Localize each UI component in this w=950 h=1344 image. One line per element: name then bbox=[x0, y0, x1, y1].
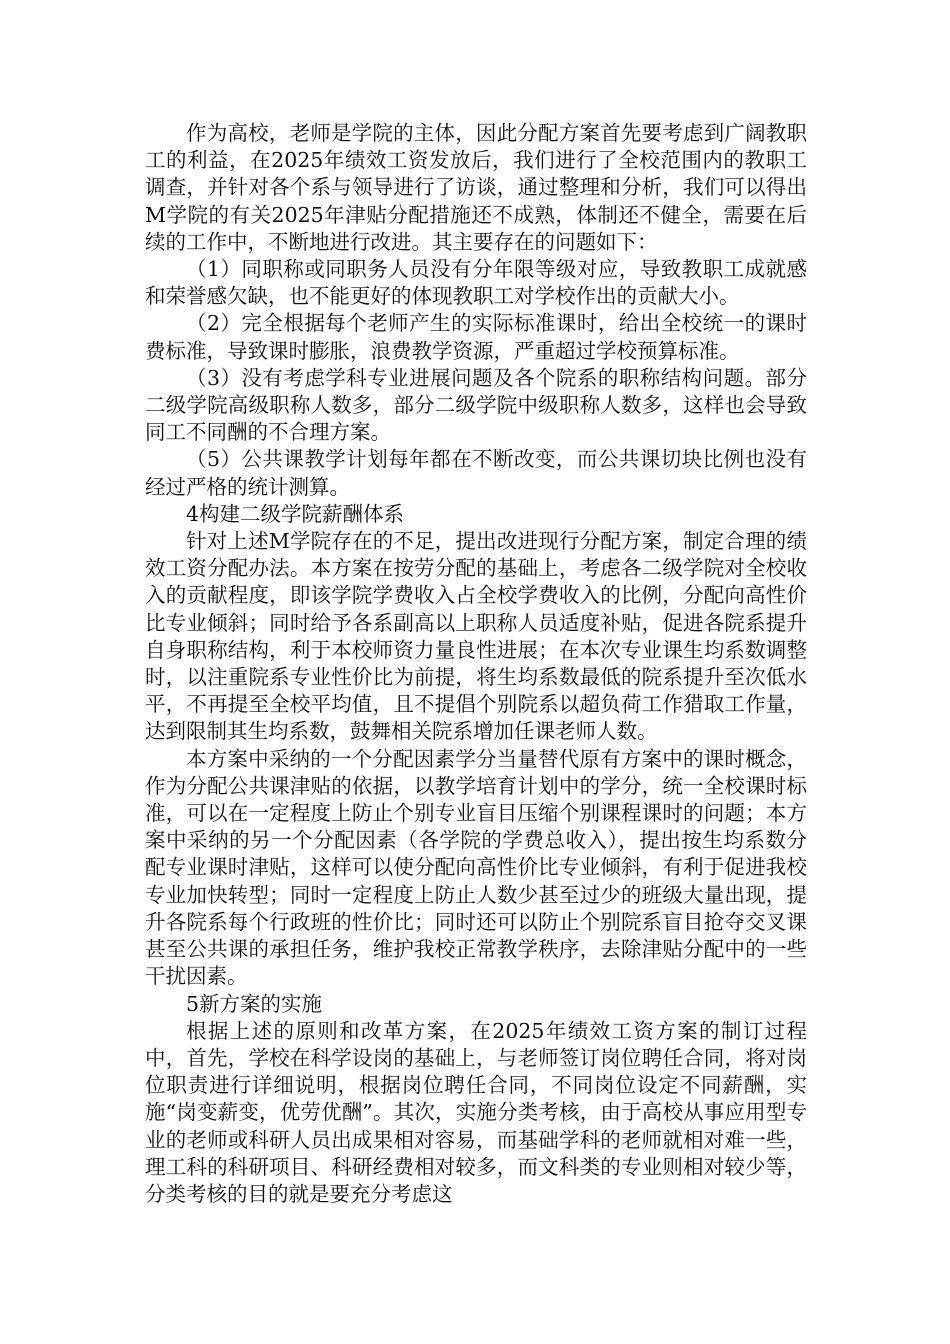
paragraph-section-4-a: 针对上述M学院存在的不足，提出改进现行分配方案，制定合理的绩效工资分配办法。本方案在按劳分配的基础上，考虑各二级学院对全校收入的贡献程度，即该学院学费收入占全校学费收入的比例，分配向高性价比专业倾斜；同时给予各系副高以上职称人员适度补贴，促进各院系提升自身职称结构，利于本校师资力量良性进展；在本次专业课生均系数调整时，以注重院系专业性价比为前提，将生均系数最低的院系提升至次低水平，不再提至全校平均值，且不提倡个别院系以超负荷工作猎取工作量，达到限制其生均系数，鼓舞相关院系增加任课老师人数。 bbox=[145, 529, 807, 744]
paragraph-issue-1: （1）同职称或同职务人员没有分年限等级对应，导致教职工成就感和荣誉感欠缺，也不能更好的体现教职工对学校作出的贡献大小。 bbox=[145, 257, 807, 309]
paragraph-section-4-b: 本方案中采纳的一个分配因素学分当量替代原有方案中的课时概念，作为分配公共课津贴的依据，以教学培育计划中的学分，统一全校课时标准，可以在一定程度上防止个别专业盲目压缩个别课程课时的问题；本方案中采纳的另一个分配因素（各学院的学费总收入），提出按生均系数分配专业课时津贴，这样可以使分配向高性价比专业倾斜，有利于促进我校专业加快转型；同时一定程度上防止人数少甚至过少的班级大量出现，提升各院系每个行政班的性价比；同时还可以防止个别院系盲目抢夺交叉课甚至公共课的承担任务，维护我校正常教学秩序，去除津贴分配中的一些干扰因素。 bbox=[145, 746, 807, 989]
paragraph-section-5: 根据上述的原则和改革方案，在2025年绩效工资方案的制订过程中，首先，学校在科学设岗的基础上，与老师签订岗位聘任合同，将对岗位职责进行详细说明，根据岗位聘任合同，不同岗位设定不同薪酬，实施“岗变薪变，优劳优酬”。其次，实施分类考核，由于高校从事应用型专业的老师或科研人员出成果相对容易，而基础学科的老师就相对难一些，理工科的科研项目、科研经费相对较多，而文科类的专业则相对较少等，分类考核的目的就是要充分考虑这 bbox=[145, 1018, 807, 1206]
paragraph-issue-5: （5）公共课教学计划每年都在不断改变，而公共课切块比例也没有经过严格的统计测算。 bbox=[145, 447, 807, 499]
paragraph-issue-3: （3）没有考虑学科专业进展问题及各个院系的职称结构问题。部分二级学院高级职称人数多，部分二级学院中级职称人数多，这样也会导致同工不同酬的不合理方案。 bbox=[145, 365, 807, 445]
paragraph-intro: 作为高校，老师是学院的主体，因此分配方案首先要考虑到广阔教职工的利益，在2025年绩效工资发放后，我们进行了全校范围内的教职工调查，并针对各个系与领导进行了访谈，通过整理和分析，我们可以得出M学院的有关2025年津贴分配措施还不成熟，体制还不健全，需要在后续的工作中，不断地进行改进。其主要存在的问题如下： bbox=[145, 121, 807, 254]
paragraph-issue-2: （2）完全根据每个老师产生的实际标准课时，给出全校统一的课时费标准，导致课时膨胀，浪费教学资源，严重超过学校预算标准。 bbox=[145, 311, 807, 363]
section-heading-4: 4构建二级学院薪酬体系 bbox=[186, 501, 405, 526]
document-body bbox=[145, 120, 807, 1208]
section-heading-5: 5新方案的实施 bbox=[186, 991, 323, 1016]
